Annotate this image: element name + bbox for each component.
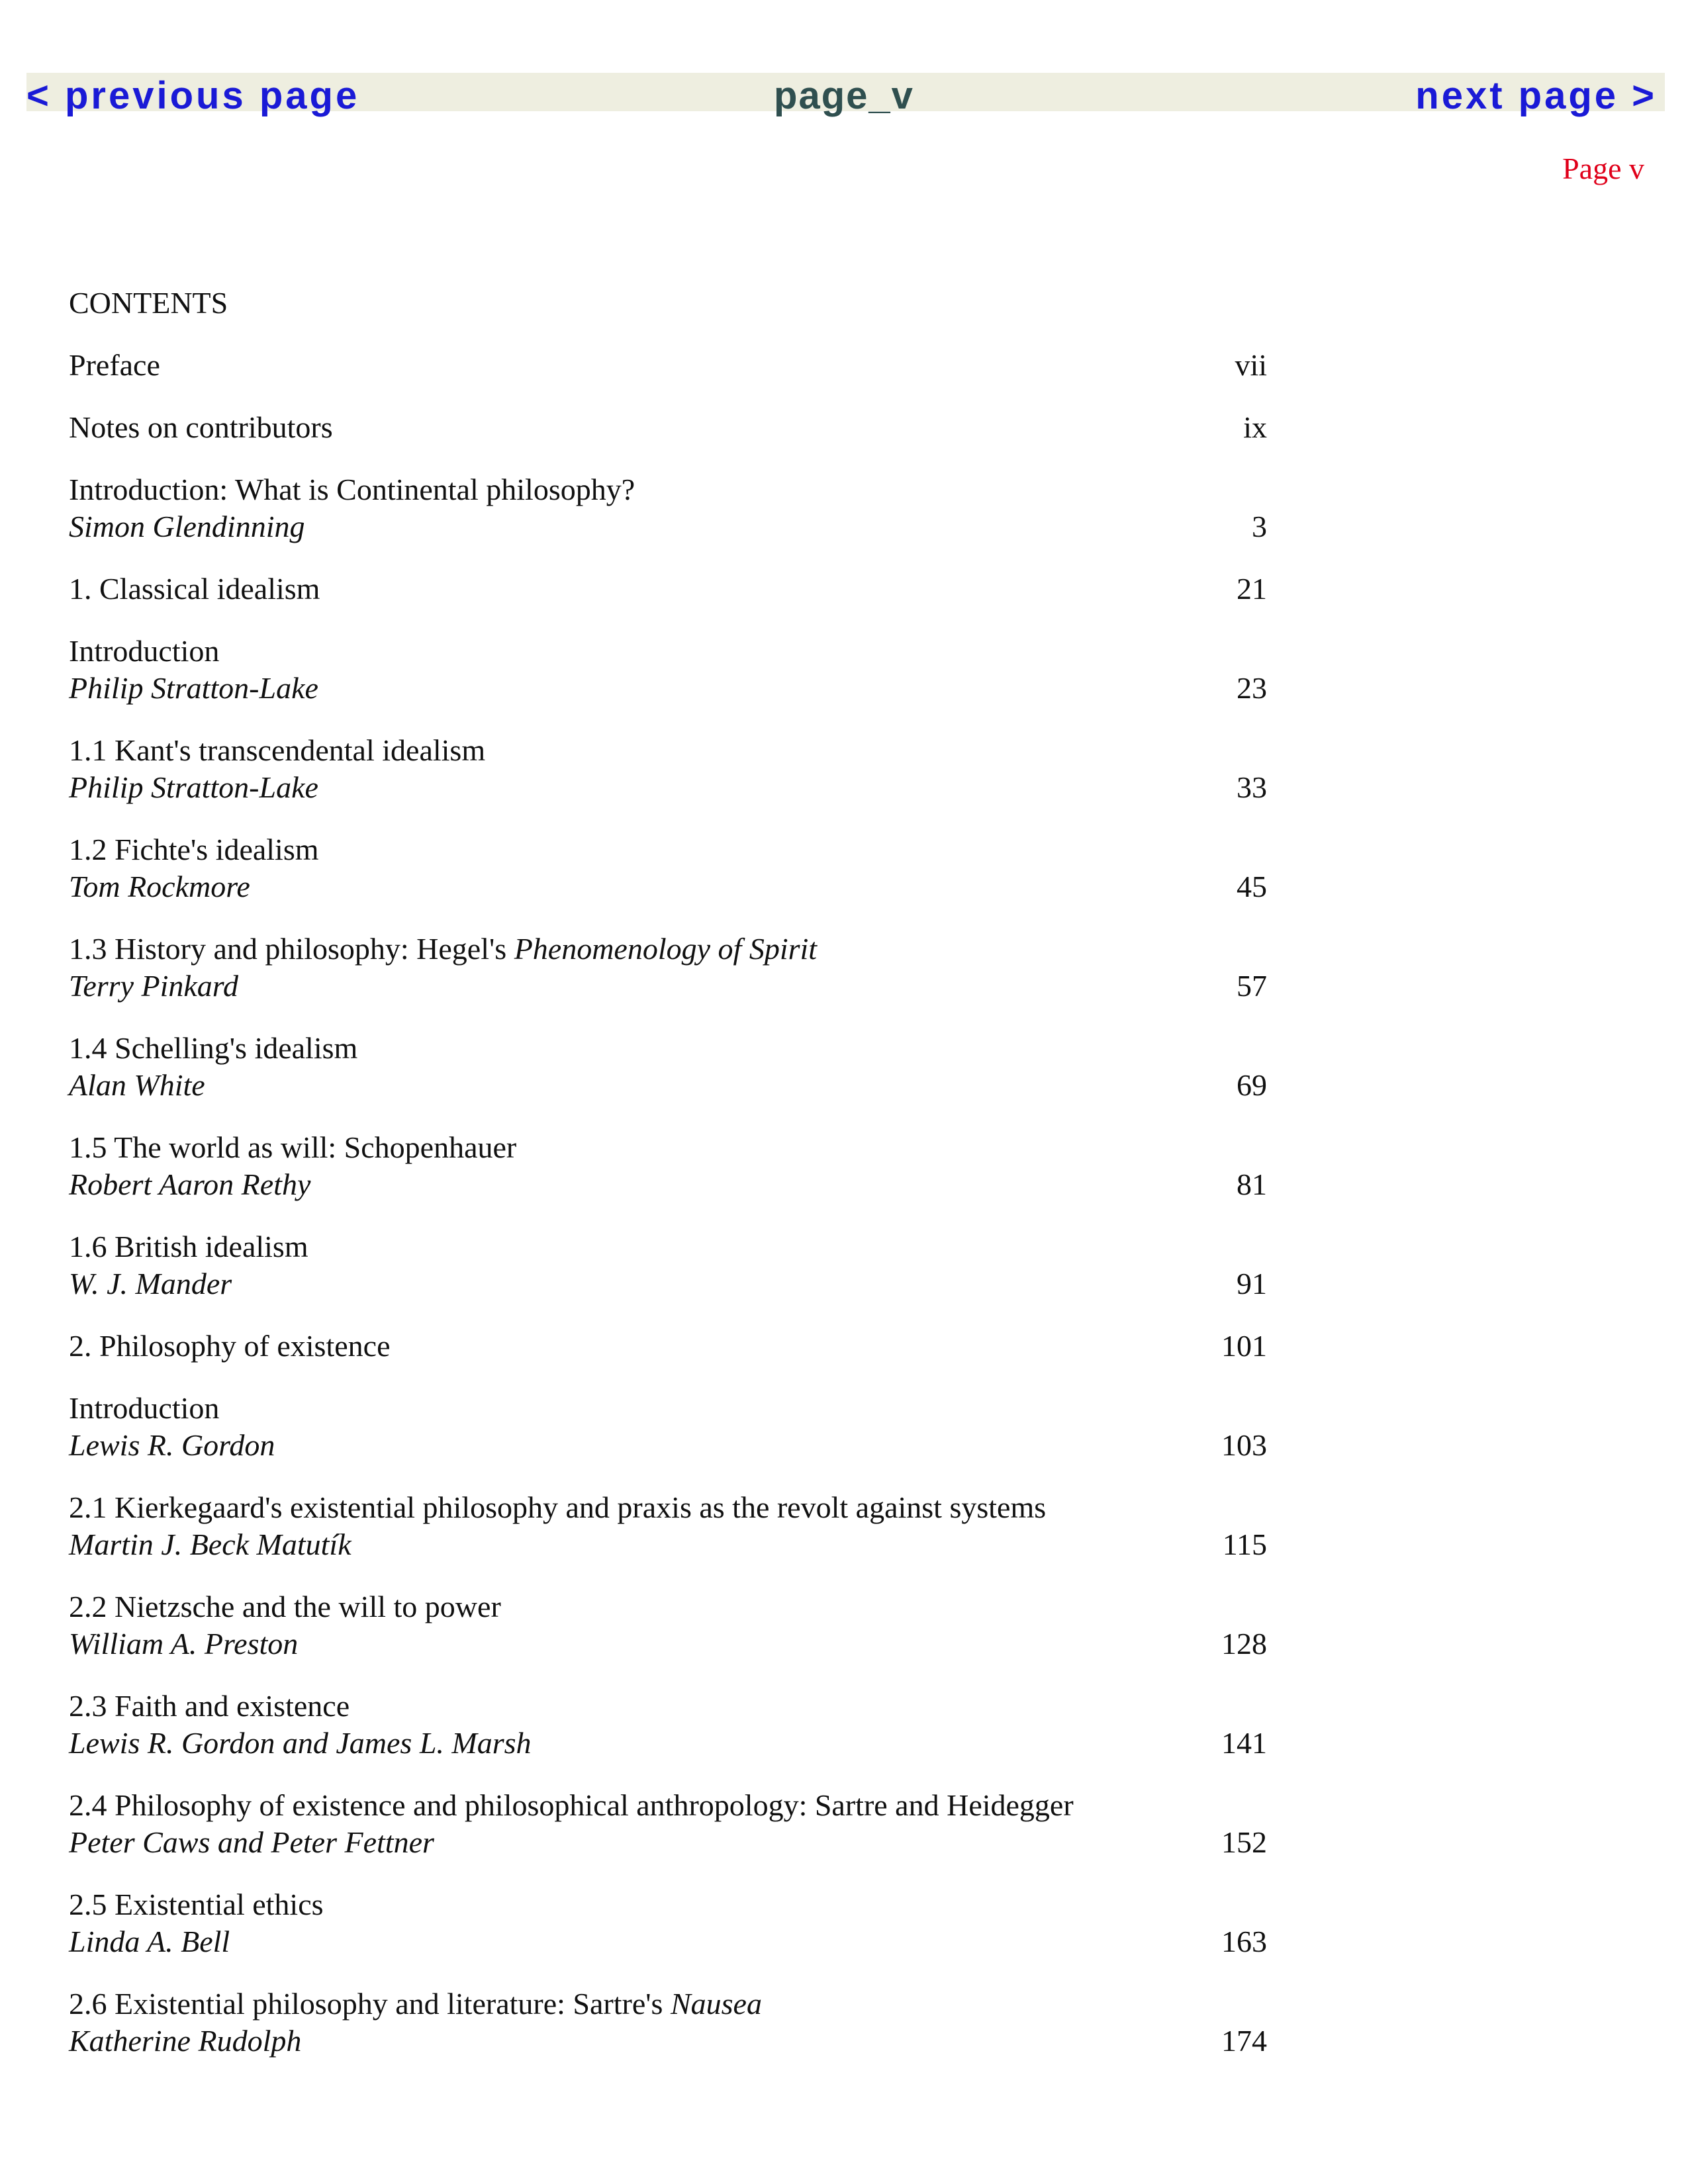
toc-entry-author: Katherine Rudolph [69,2024,302,2058]
page-number-label: Page v [1562,152,1644,185]
toc-entry-page-number: 115 [1222,1527,1267,1561]
toc-entry-title-text: Introduction [69,1391,220,1425]
toc-entry-title-text: 2.4 Philosophy of existence and philosophical anthropology: Sartre and Heidegger [69,1788,1074,1822]
toc-entry-title-text: 2.6 Existential philosophy and literature: Sartre's [69,1987,671,2021]
toc-entry-page-number: 152 [1221,1825,1267,1859]
toc-entry-author: Lewis R. Gordon and James L. Marsh [69,1726,532,1760]
toc-entry [69,931,1267,1005]
toc-entry [69,1787,1267,1861]
toc-entry-title [69,633,1267,670]
toc-entry-title [69,1588,1267,1625]
toc-entry-title-text: 2.2 Nietzsche and the will to power [69,1590,501,1623]
toc-entry [69,570,1267,608]
toc-entry-title-text: Introduction: What is Continental philosophy? [69,473,635,506]
toc-entry-page-number: 33 [1237,770,1267,804]
toc-entry-author: Simon Glendinning [69,510,305,543]
contents-heading: CONTENTS [69,286,228,320]
toc-entry-page-number: 81 [1237,1167,1267,1201]
previous-page-link[interactable]: < previous page [26,74,360,117]
table-of-contents [69,285,1267,2060]
toc-entry [69,831,1267,905]
toc-entry-list [69,347,1267,2060]
toc-entry-page-number: 103 [1221,1428,1267,1462]
toc-entry-author: Peter Caws and Peter Fettner [69,1825,434,1859]
toc-entry-title-text: 1.6 British idealism [69,1230,308,1263]
toc-entry-title [69,347,1267,384]
toc-entry-page-number: 163 [1221,1925,1267,1958]
toc-entry-title-text: 1.4 Schelling's idealism [69,1031,358,1065]
toc-entry-title [69,1129,1267,1166]
toc-entry-title-text: 1.1 Kant's transcendental idealism [69,733,486,767]
toc-entry [69,409,1267,446]
toc-entry-title-text: 1.3 History and philosophy: Hegel's [69,932,514,966]
toc-entry-title-text: 2. Philosophy of existence [69,1329,391,1363]
next-page-link[interactable]: next page > [1415,74,1657,117]
toc-entry [69,1228,1267,1302]
toc-entry-title-italic: Nausea [670,1987,762,2021]
toc-entry-title [69,1030,1267,1067]
toc-entry-author: Tom Rockmore [69,870,250,903]
toc-entry [69,1985,1267,2060]
toc-entry [69,1588,1267,1662]
toc-entry-author: Martin J. Beck Matutík [69,1527,352,1561]
toc-entry-title [69,1328,1267,1365]
toc-entry [69,347,1267,384]
toc-entry-page-number: 69 [1237,1068,1267,1102]
toc-entry-author: Linda A. Bell [69,1925,230,1958]
toc-entry-title-text: Preface [69,348,160,382]
toc-entry-title-text: 1.2 Fichte's idealism [69,833,319,866]
toc-entry [69,1328,1267,1365]
toc-entry-title-italic: Phenomenology of Spirit [514,932,818,966]
toc-entry-author: William A. Preston [69,1627,299,1661]
page-navigation-bar [26,73,1665,117]
toc-entry-page-number: 45 [1237,870,1267,903]
toc-entry [69,1688,1267,1762]
toc-entry-author: Terry Pinkard [69,969,238,1003]
toc-entry-page-number: ix [1243,410,1267,444]
toc-entry-author: W. J. Mander [69,1267,232,1300]
toc-entry-title-text: Introduction [69,634,220,668]
toc-entry [69,633,1267,707]
toc-entry-page-number: 21 [1237,572,1267,606]
toc-entry-title-text: 2.3 Faith and existence [69,1689,350,1723]
toc-entry-title [69,1787,1267,1824]
toc-entry-author: Philip Stratton-Lake [69,770,318,804]
toc-entry-page-number: 91 [1237,1267,1267,1300]
toc-entry-page-number: 141 [1221,1726,1267,1760]
toc-entry-title-text: 1.5 The world as will: Schopenhauer [69,1130,517,1164]
toc-entry-page-number: 174 [1221,2024,1267,2058]
toc-entry [69,1489,1267,1563]
toc-entry-title [69,1985,1267,2023]
toc-entry-page-number: 3 [1252,510,1267,543]
toc-entry-title [69,831,1267,868]
page-id-title: page_v [774,74,914,117]
toc-entry [69,471,1267,545]
toc-entry-title-text: 2.1 Kierkegaard's existential philosophy and praxis as the revolt against systems [69,1490,1047,1524]
toc-entry-author: Lewis R. Gordon [69,1428,275,1462]
toc-entry-page-number: vii [1235,348,1267,382]
toc-entry-author: Philip Stratton-Lake [69,671,318,705]
toc-entry-title [69,931,1267,968]
toc-entry [69,1030,1267,1104]
toc-entry-title [69,1886,1267,1923]
toc-entry [69,1129,1267,1203]
toc-entry-title [69,1390,1267,1427]
toc-entry-page-number: 23 [1237,671,1267,705]
toc-entry-title [69,1489,1267,1526]
toc-entry-page-number: 57 [1237,969,1267,1003]
toc-entry-title [69,409,1267,446]
toc-entry-page-number: 101 [1221,1329,1267,1363]
toc-entry [69,1886,1267,1960]
toc-entry-title-text: 1. Classical idealism [69,572,320,606]
toc-entry-title-text: Notes on contributors [69,410,333,444]
toc-entry-title [69,732,1267,769]
toc-entry-author: Robert Aaron Rethy [69,1167,311,1201]
toc-entry [69,1390,1267,1464]
toc-entry-title [69,570,1267,608]
toc-entry-title [69,1228,1267,1265]
toc-entry-author: Alan White [69,1068,205,1102]
toc-entry-title [69,471,1267,508]
toc-entry [69,732,1267,806]
toc-entry-title-text: 2.5 Existential ethics [69,1888,324,1921]
toc-entry-title [69,1688,1267,1725]
toc-entry-page-number: 128 [1221,1627,1267,1661]
